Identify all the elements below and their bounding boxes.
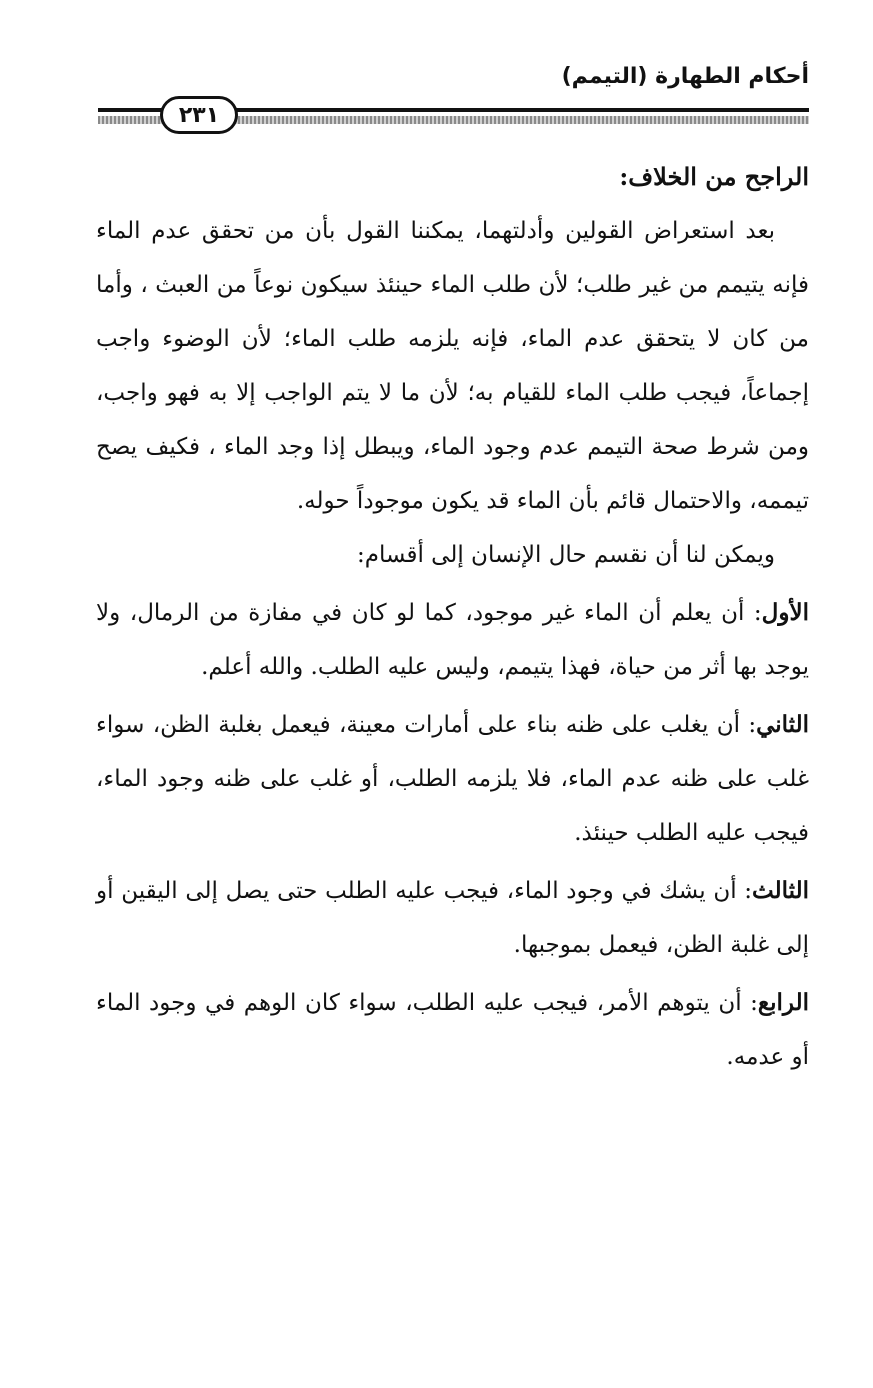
list-item-first — [96, 586, 809, 694]
paragraph: ويمكن لنا أن نقسم حال الإنسان إلى أقسام: — [356, 542, 775, 568]
item-lead: الثاني — [756, 711, 809, 738]
running-header-title: أحكام الطهارة (التيمم) — [561, 64, 809, 89]
item-lead: الرابع — [757, 989, 809, 1016]
item-text: : أن يعلم أن الماء غير موجود، كما لو كان في مفازة من الرمال، ولا يوجد بها أثر من حياة، فهذا يتيمم، وليس عليه الطلب. والله أعلم. — [96, 600, 809, 680]
item-lead: الأول — [761, 599, 809, 626]
item-lead: الثالث — [752, 877, 809, 904]
list-item-third — [96, 864, 809, 972]
item-text: : أن يغلب على ظنه بناء على أمارات معينة، فيعمل بغلبة الظن، سواء غلب على ظنه عدم الماء، فلا يلزمه الطلب، أو غلب على ظنه وجود الماء، فيجب عليه الطلب حينئذ. — [96, 712, 809, 846]
item-text: : أن يتوهم الأمر، فيجب عليه الطلب، سواء كان الوهم في وجود الماء أو عدمه. — [96, 990, 809, 1070]
item-text: : أن يشك في وجود الماء، فيجب عليه الطلب حتى يصل إلى اليقين أو إلى غلبة الظن، فيعمل بموجبها. — [96, 878, 809, 958]
list-item-fourth — [96, 976, 809, 1084]
list-item-second — [96, 698, 809, 860]
paragraph: بعد استعراض القولين وأدلتهما، يمكننا القول بأن من تحقق عدم الماء فإنه يتيمم من غير طلب؛ لأن طلب الماء حينئذ سيكون نوعاً من العبث ، وأما من كان لا يتحقق عدم الماء، فإنه يلزمه طلب الماء؛ لأن الوضوء واجب إجماعاً، فيجب طلب الماء للقيام به؛ لأن ما لا يتم الواجب إلا به فهو واجب، ومن شرط صحة التيمم عدم وجود الماء، ويبطل إذا وجد الماء ، فكيف يصح تيممه، والاحتمال قائم بأن الماء قد يكون موجوداً حوله. — [96, 218, 809, 514]
page-body — [96, 150, 809, 1084]
section-heading: الراجح من الخلاف: — [619, 162, 809, 191]
page-number: ٢٣١ — [160, 96, 238, 134]
